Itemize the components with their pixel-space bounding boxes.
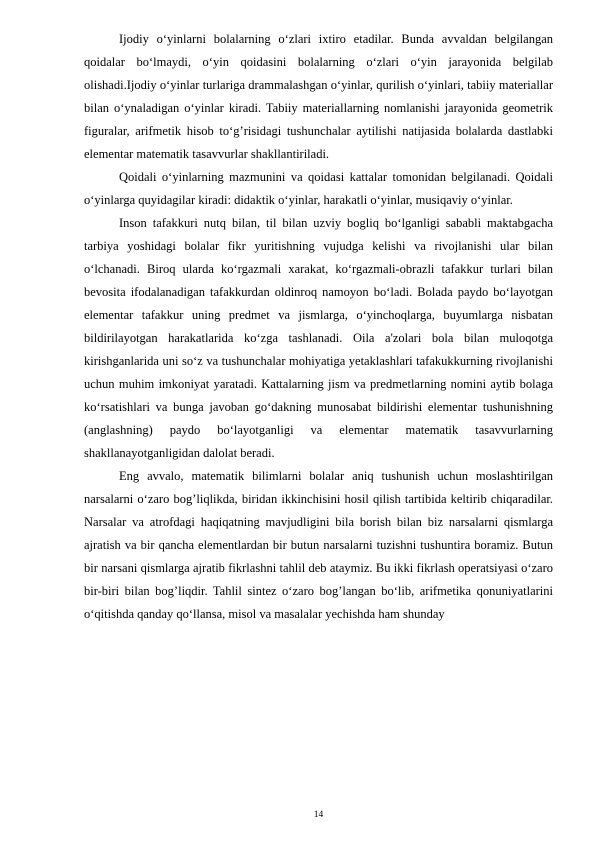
paragraph-qoidali-oyinlar: Qoidali o‘yinlarning mazmunini va qoidasi kattalar tomonidan belgilanadi. Qoidali o‘yinlarga quyidagilar kiradi: didaktik o‘yinlar, harakatli o‘yinlar, musiqaviy o‘yinlar. — [84, 170, 553, 207]
paragraph-inson-tafakkuri: Inson tafakkuri nutq bilan, til bilan uzviy bogliq bo‘lganligi sababli maktabgacha tarbiya yoshidagi bolalar fikr yuritishning vujudga kelishi va rivojlanishi ular bilan o‘lchanadi. Biroq ularda ko‘rgazmali xarakat, ko‘rgazmali-obrazli tafakkur turlari bilan bevosita ifodalanadigan tafakkurdan oldinroq namoyon bo‘ladi. Bolada paydo bo‘layotgan elementar tafakkur uning predmet va jismlarga, o‘yinchoqlarga, buyumlarga nisbatan bildirilayotgan harakatlarida ko‘zga tashlanadi. Oila a'zolari bola bilan muloqotga kirishganlarida uni so‘z va tushunchalar mohiyatiga yetaklashlari tafakukkurning rivojlanishi uchun muhim imkoniyat yaratadi. Kattalarning jism va predmetlarning nomini aytib bolaga ko‘rsatishlari va bunga javoban go‘dakning munosabat bildirishi elementar tushunishning (anglashning) paydo bo‘layotganligi va elementar matematik tasavvurlarning shakllanayotganligidan dalolat beradi. — [84, 216, 553, 460]
paragraph-ijodiy-oyinlar: Ijodiy o‘yinlarni bolalarning o‘zlari ixtiro etadilar. Bunda avvaldan belgilangan qoidalar bo‘lmaydi, o‘yin qoidasini bolalarning o‘zlari o‘yin jarayonida belgilab olishadi.Ijodiy o‘yinlar turlariga drammalashgan o‘yinlar, qurilish o‘yinlari, tabiiy materiallar bilan o‘ynaladigan o‘yinlar kiradi. Tabiiy materiallarning nomlanishi jarayonida geometrik figuralar, arifmetik hisob to‘g’risidagi tushunchalar aytilishi natijasida bolalarda dastlabki elementar matematik tasavvurlar shakllantiriladi. — [84, 32, 553, 161]
paragraph-matematik-bilimlar: Eng avvalo, matematik bilimlarni bolalar aniq tushunish uchun moslashtirilgan narsalarni o‘zaro bog’liqlikda, biridan ikkinchisini hosil qilish tartibida keltirib chiqaradilar. Narsalar va atrofdagi haqiqatning mavjudligini bila borish bilan biz narsalarni qismlarga ajratish va bir qancha elementlardan bir butun narsalarni tuzishni tushuntira boramiz. Butun bir narsani qismlarga ajratib fikrlashni tahlil deb ataymiz. Bu ikki fikrlash operatsiyasi o‘zaro bir-biri bilan bog’liqdir. Tahlil sintez o‘zaro bog’langan bo‘lib, arifmetika qonuniyatlarini o‘qitishda qanday qo‘llansa, misol va masalalar yechishda ham shunday — [84, 469, 553, 621]
page-number: 14 — [313, 810, 324, 820]
page-body — [84, 28, 553, 626]
